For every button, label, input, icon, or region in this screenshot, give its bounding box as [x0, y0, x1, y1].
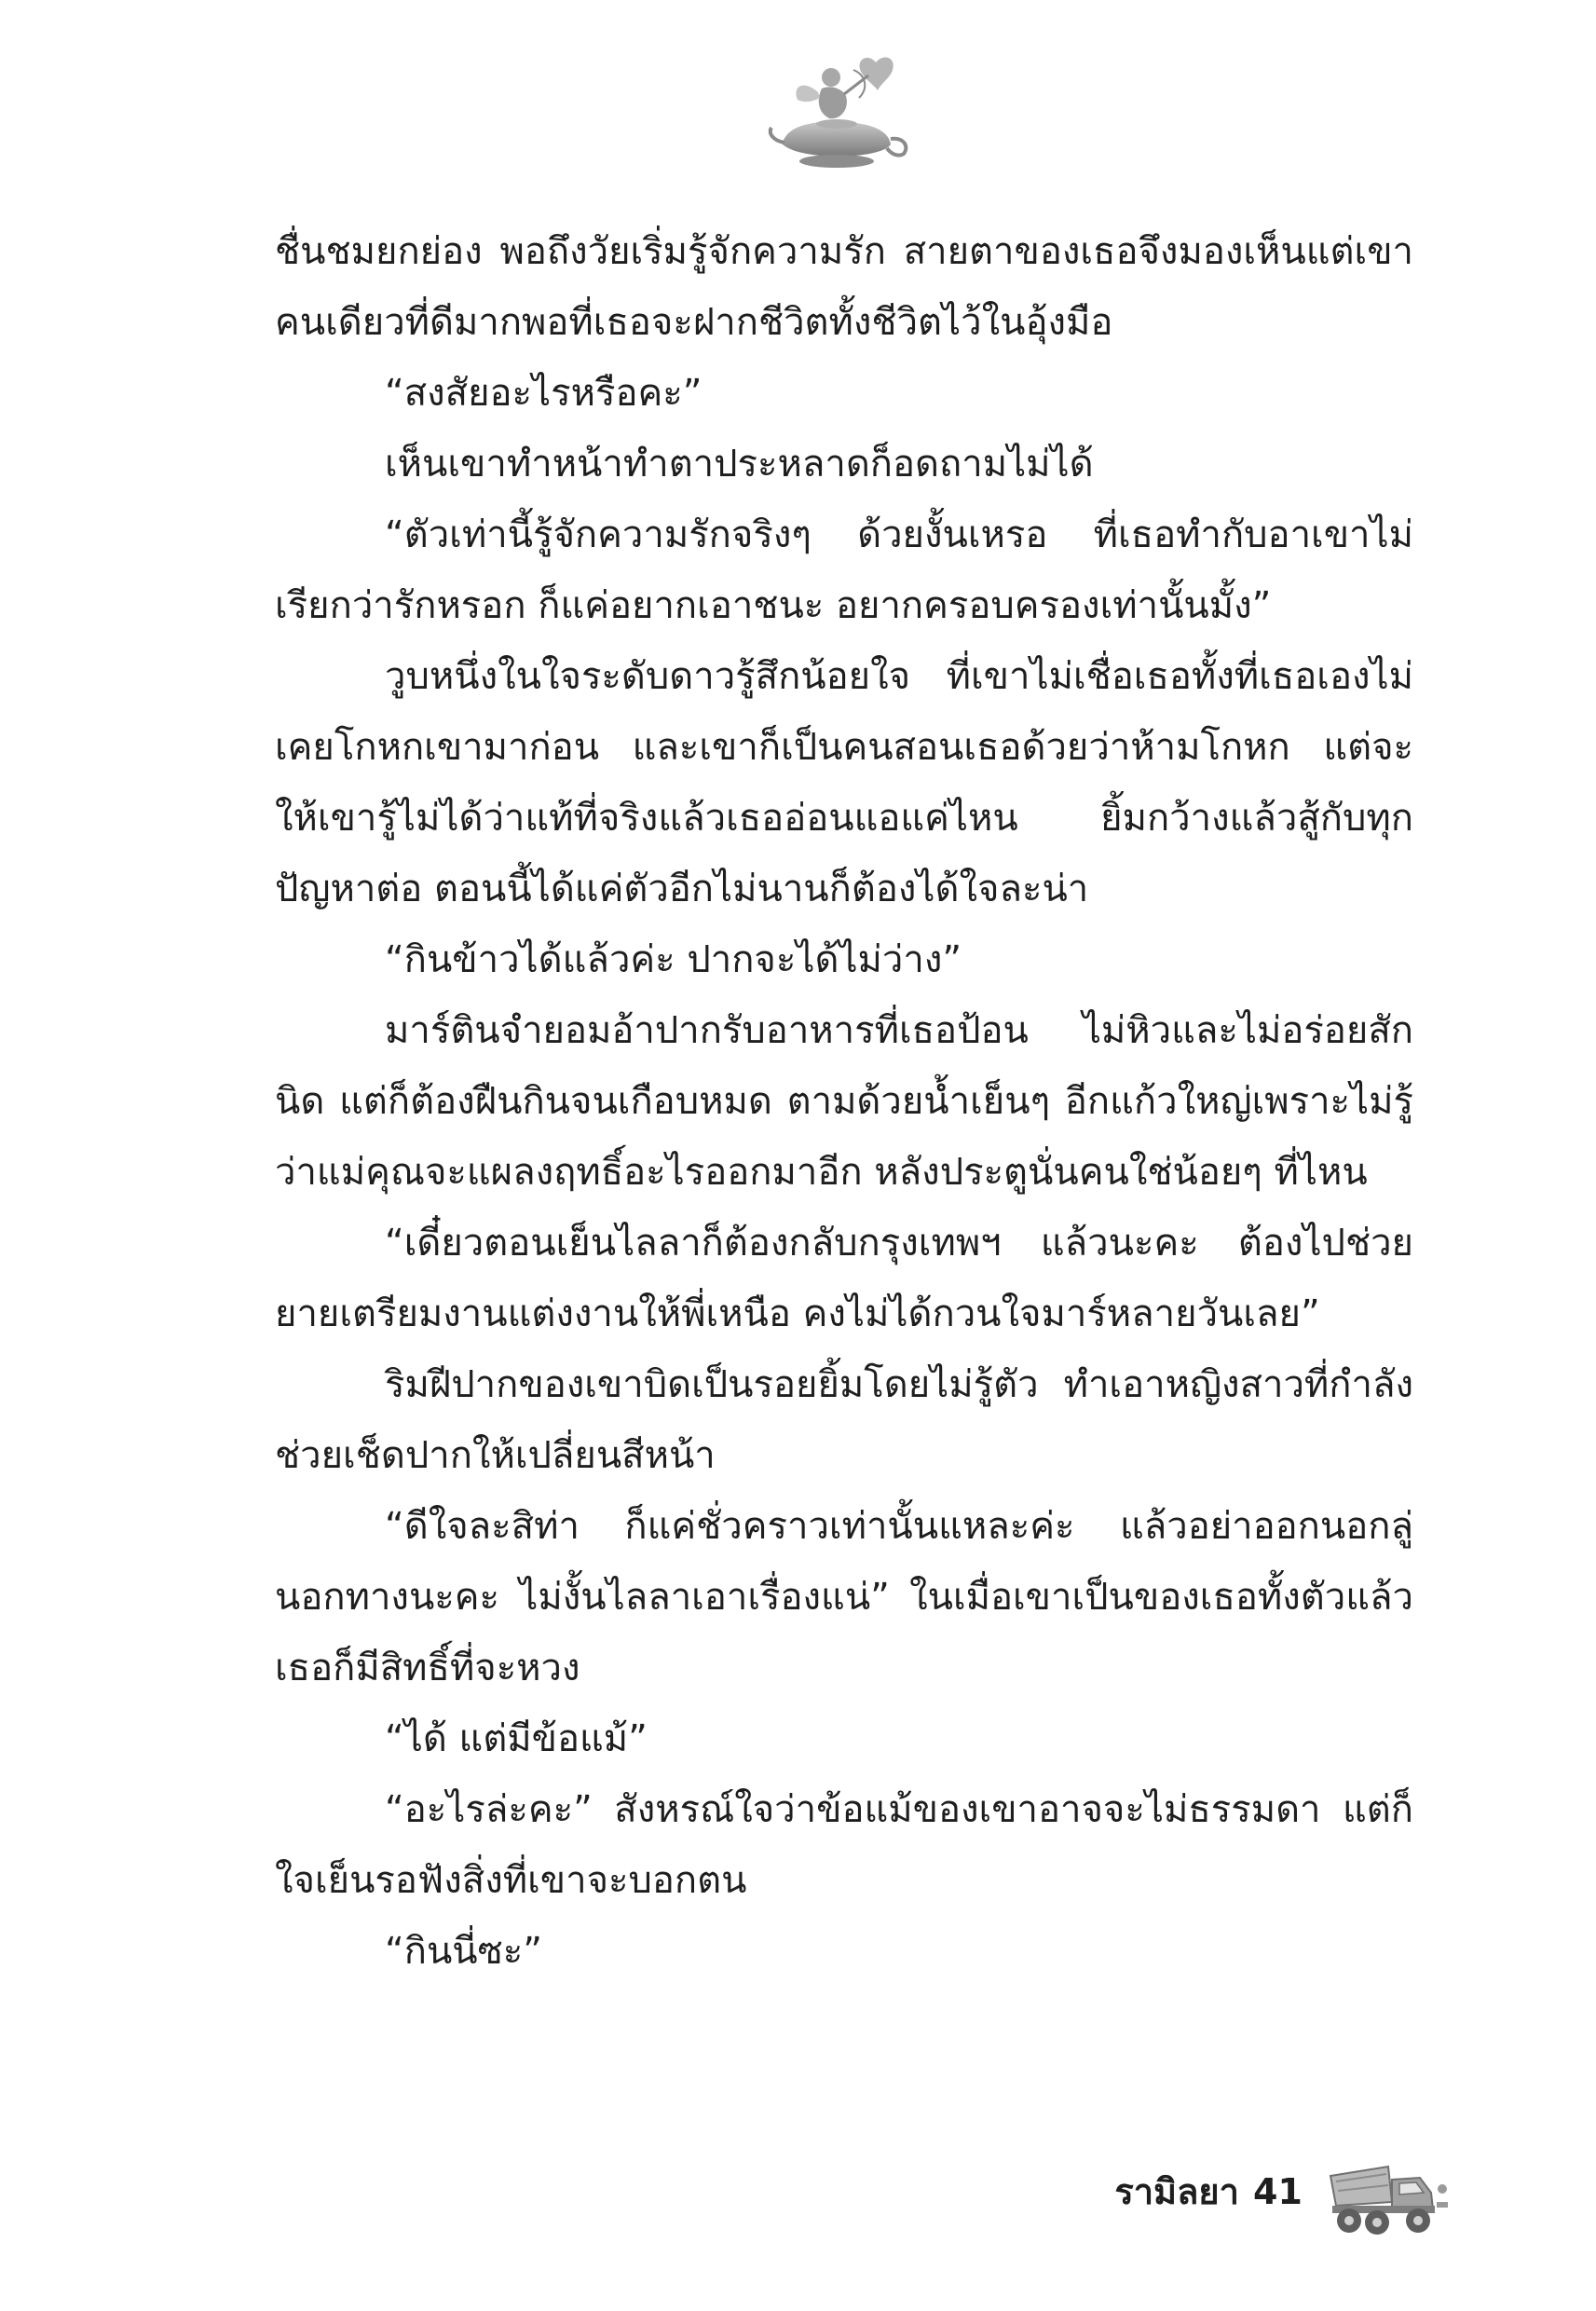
paragraph: “อะไรล่ะคะ” สังหรณ์ใจว่าข้อแม้ของเขาอาจจะไม่ธรรมดา แต่ก็ใจเย็นรอฟังสิ่งที่เขาจะบอกตน: [275, 1788, 1413, 1902]
paragraph: “สงสัยอะไรหรือคะ”: [385, 372, 703, 415]
paragraph: “ได้ แต่มีข้อแม้”: [385, 1717, 648, 1760]
paragraph: ริมฝีปากของเขาบิดเป็นรอยยิ้มโดยไม่รู้ตัว ทำเอาหญิงสาวที่กำลังช่วยเช็ดปากให้เปลี่ยนสีหน้า: [275, 1363, 1413, 1477]
paragraph: “ตัวเท่านี้รู้จักความรักจริงๆ ด้วยงั้นเหรอ ที่เธอทำกับอาเขาไม่เรียกว่ารักหรอก ก็แค่อยากเอาชนะ อยากครอบครองเท่านั้นมั้ง”: [275, 513, 1413, 627]
paragraph: ชื่นชมยกย่อง พอถึงวัยเริ่มรู้จักความรัก สายตาของเธอจึงมองเห็นแต่เขาคนเดียวที่ดีมากพอที่เธอจะฝากชีวิตทั้งชีวิตไว้ในอุ้งมือ: [275, 230, 1413, 344]
paragraph: “ดีใจละสิท่า ก็แค่ชั่วคราวเท่านั้นแหละค่ะ แล้วอย่าออกนอกลู่นอกทางนะคะ ไม่งั้นไลลาเอาเรื่องแน่” ในเมื่อเขาเป็นของเธอทั้งตัวแล้วเธอก็มีสิทธิ์ที่จะหวง: [275, 1505, 1413, 1689]
running-title: รามิลยา: [1114, 2171, 1239, 2212]
paragraph: เห็นเขาทำหน้าทำตาประหลาดก็อดถามไม่ได้: [385, 443, 1094, 485]
paragraph: “เดี๋ยวตอนเย็นไลลาก็ต้องกลับกรุงเทพฯ แล้วนะคะ ต้องไปช่วยยายเตรียมงานแต่งงานให้พี่เหนือ คงไม่ได้กวนใจมาร์หลายวันเลย”: [275, 1222, 1413, 1335]
paragraph: “กินนี่ซะ”: [385, 1930, 542, 1973]
page-number: 41: [1253, 2171, 1303, 2212]
paragraph: วูบหนึ่งในใจระดับดาวรู้สึกน้อยใจ ที่เขาไม่เชื่อเธอทั้งที่เธอเองไม่เคยโกหกเขามาก่อน และเขาก็เป็นคนสอนเธอด้วยว่าห้ามโกหก แต่จะให้เขารู้ไม่ได้ว่าแท้ที่จริงแล้วเธออ่อนแอแค่ไหน ยิ้มกว้างแล้วสู้กับทุกปัญหาต่อ ตอนนี้ได้แค่ตัวอีกไม่นานก็ต้องได้ใจละน่า: [275, 655, 1413, 910]
body-text: [275, 216, 1413, 1987]
page-footer: [1062, 2148, 1453, 2241]
toy-truck-icon: [1323, 2148, 1453, 2241]
paragraph: “กินข้าวได้แล้วค่ะ ปากจะได้ไม่ว่าง”: [385, 938, 962, 981]
cupid-teapot-icon: [764, 51, 913, 177]
paragraph: มาร์ตินจำยอมอ้าปากรับอาหารที่เธอป้อน ไม่หิวและไม่อร่อยสักนิด แต่ก็ต้องฝืนกินจนเกือบหมด ตามด้วยน้ำเย็นๆ อีกแก้วใหญ่เพราะไม่รู้ว่าแม่คุณจะแผลงฤทธิ์อะไรออกมาอีก หลังประตูนั่นคนใช่น้อยๆ ที่ไหน: [275, 1009, 1413, 1194]
